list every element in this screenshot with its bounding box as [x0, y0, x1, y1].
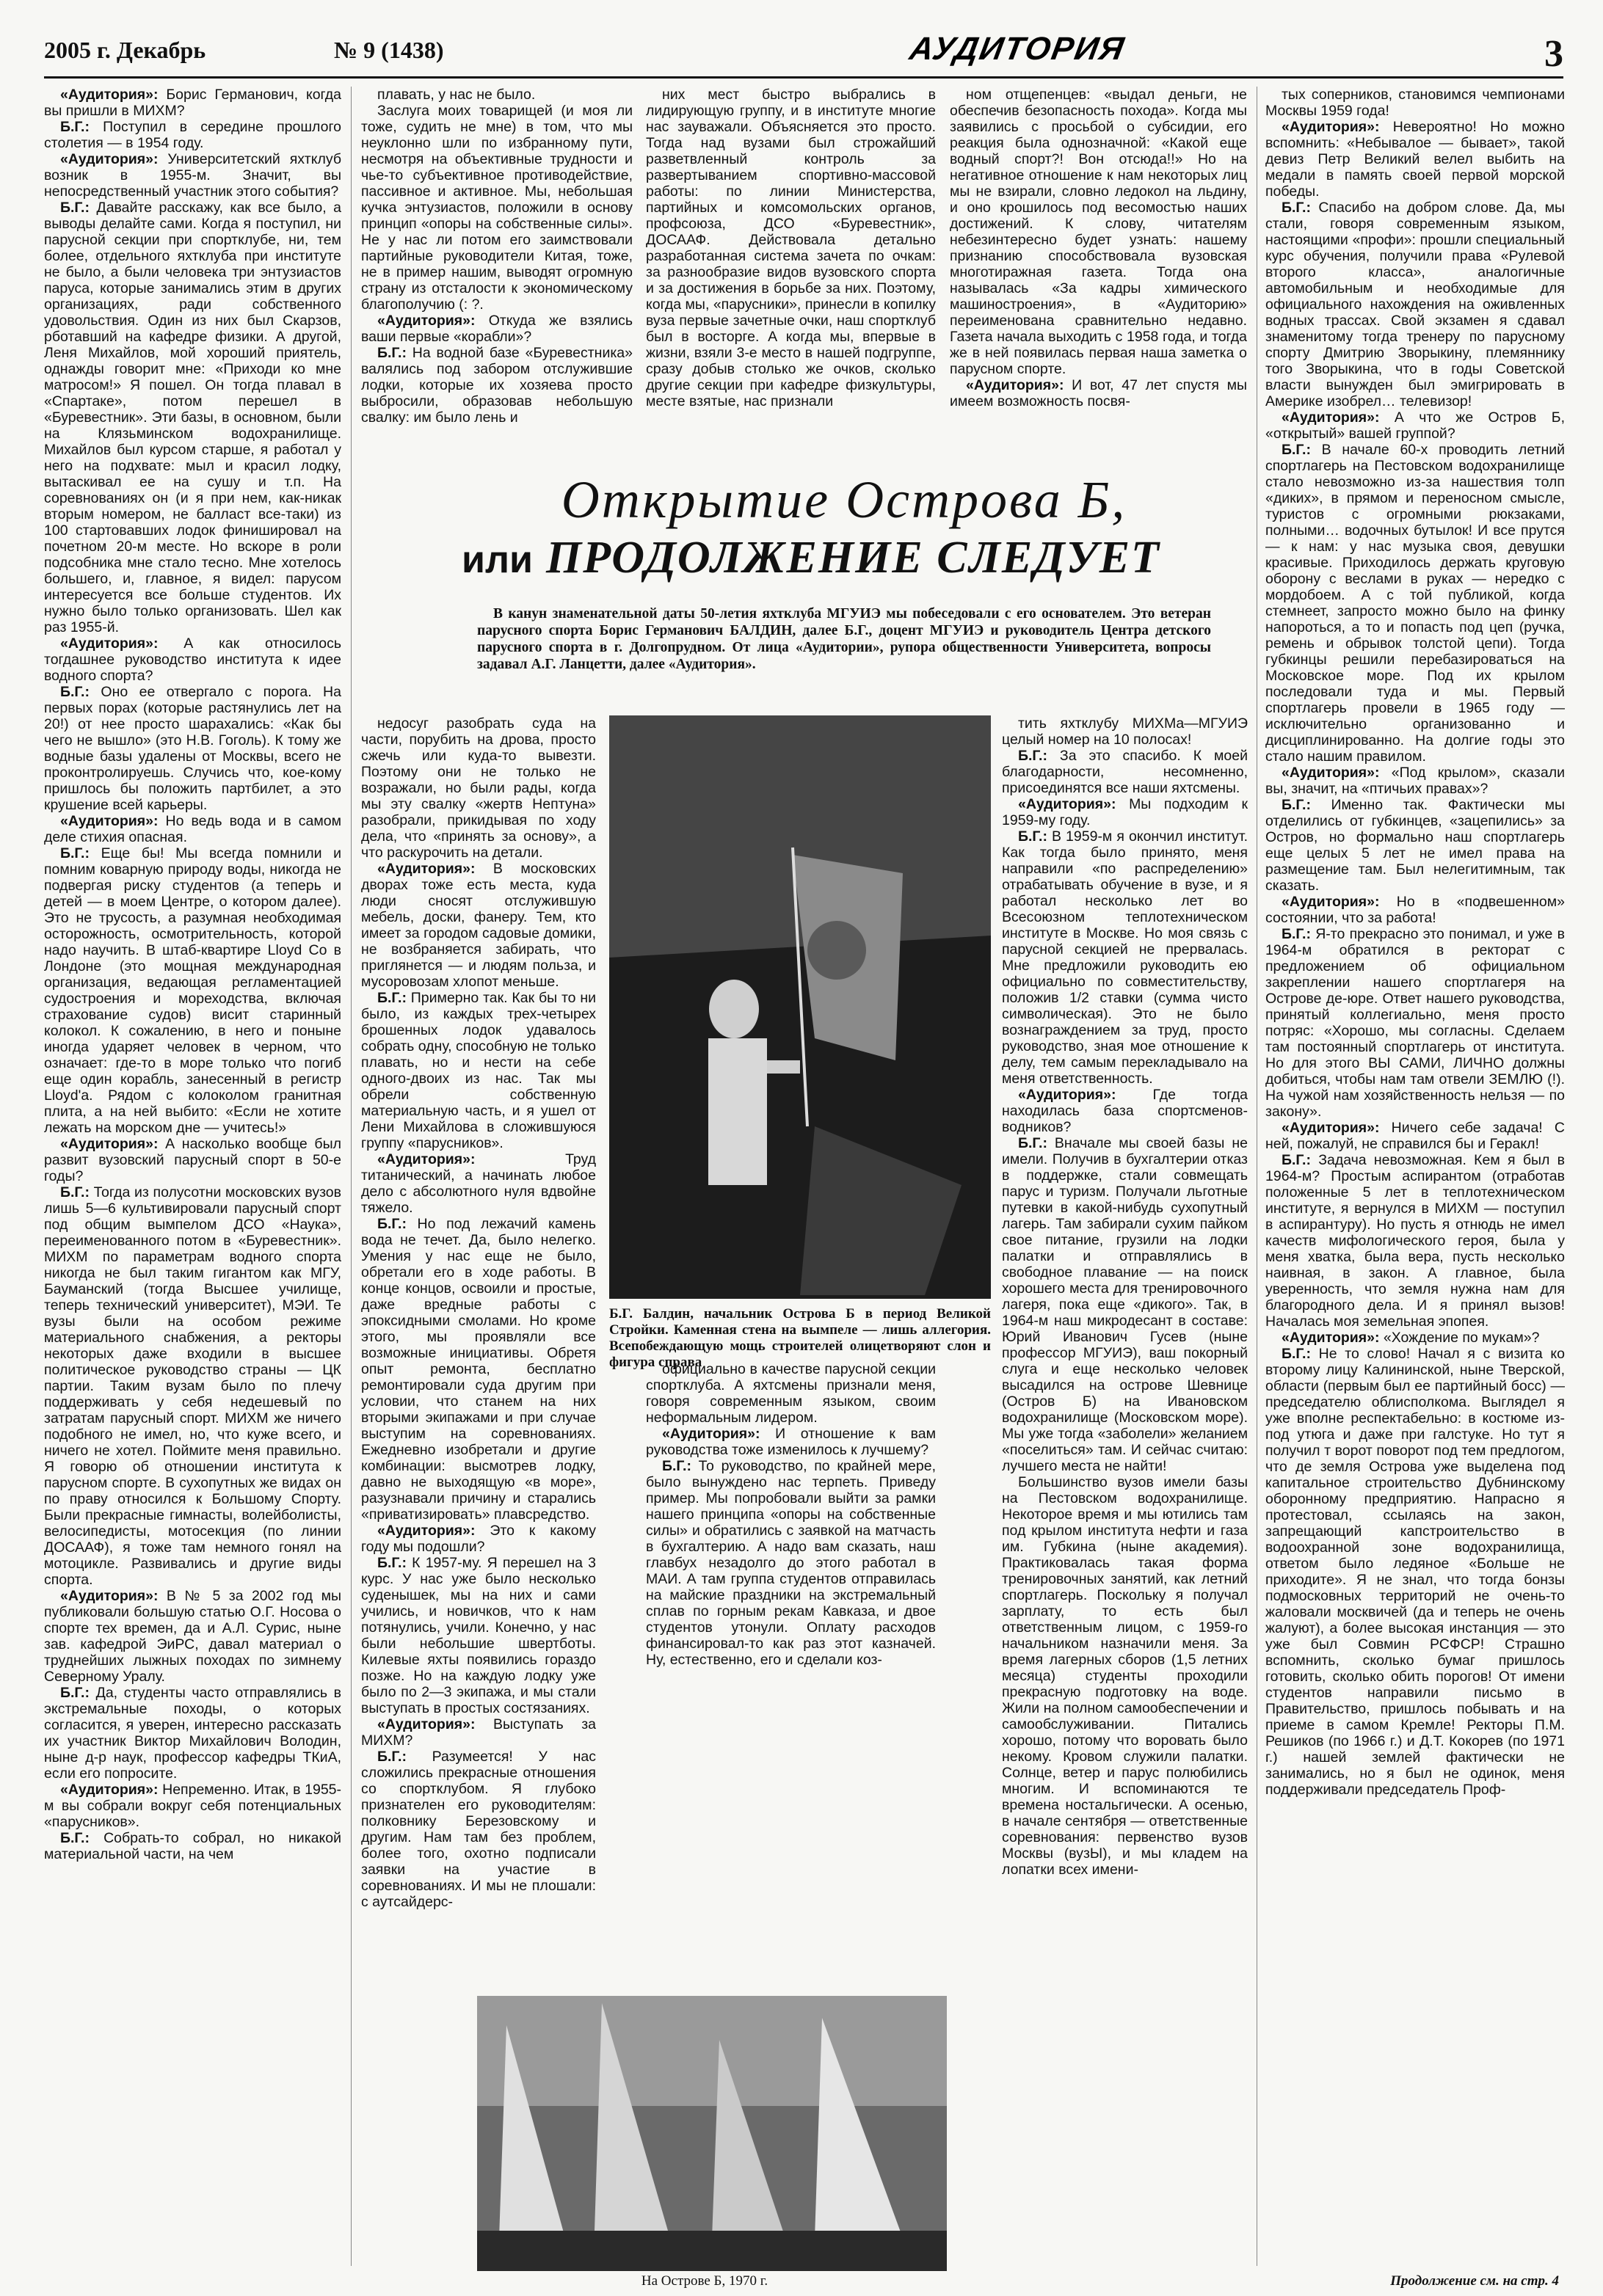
speaker-label: Б.Г.:	[377, 990, 407, 1006]
speaker-label: «Аудитория»:	[1282, 1120, 1380, 1136]
paragraph: Б.Г.: Не то слово! Начал я с визита ко второму лицу Калининской, ныне Тверской, области (первым был ее партийный босс) — председателю облисполкома. Выглядел я уже вполне респектабельно: в костюме из-под утюга и даже при галстуке. Но тут я получил т ворот поворот под тем предлогом, что де земля Острова уже выделена под капитальное строительство Дубнинскому оборонному предприятию. Напрасно я протестовал, ссылаясь на закон, запрещающий капстроительство в водоохранной зоне водохранилища, ответом было ледяное «Больше не приходите». Я не знал, что тогда бонзы подмосковных территорий не очень-то жаловали москвичей (да и теперь не очень жалуют), а более высокая инстанция — это уже был Совмин РСФСР! Страшно вспомнить, сколько бумаг пришлось готовить, сколько обить порогов! От имени студентов направили письмо в Правительство, пришлось побывать и на приеме в самом Кремле! Ректоры П.М. Решиков (по 1966 г.) и Д.Т. Кокорев (по 1971 г.) нашей землей фактически не занимались, но я был не одинок, меня поддерживали председатель Проф-	[1265, 1346, 1565, 1798]
article-column-3-top	[646, 87, 936, 453]
paragraph: «Аудитория»: Где тогда находилась база спортсменов-водников?	[1002, 1087, 1248, 1135]
paragraph: Б.Г.: Разумеется! У нас сложились прекрасные отношения со спортклубом. Я глубоко признателен его руководителям: полковнику Березовскому и другим. Нам там без проблем, более того, охотно подписали заявки на участие в соревнованиях. И мы не плошали: с аутсайдерс-	[361, 1749, 596, 1910]
paragraph: «Аудитория»: А насколько вообще был развит вузовский парусный спорт в 50-е годы?	[44, 1136, 341, 1184]
speaker-label: Б.Г.:	[60, 1184, 90, 1200]
speaker-label: Б.Г.:	[1282, 797, 1311, 813]
paragraph: плавать, у нас не было.	[377, 87, 536, 103]
paragraph: «Аудитория»: Непременно. Итак, в 1955-м вы собрали вокруг себя потенциальных «парусников».	[44, 1782, 341, 1830]
paragraph: Б.Г.: Поступил в середине прошлого столетия — в 1954 году.	[44, 119, 341, 151]
paragraph: Б.Г.: Да, студенты часто отправлялись в экстремальные походы, о которых согласится, я уверен, интересно рассказать их участник Виктор Михайлович Володин, ныне д-р наук, профессор кафедры ТКиА, если его попросите.	[44, 1685, 341, 1782]
page-header	[44, 31, 1563, 81]
paragraph: Б.Г.: Оно ее отвергало с порога. На первых порах (которые растянулись лет на 20!) от нее просто шарахались: «Как бы чего не вышло» (это Н.В. Гоголь). К тому же водные базы удалены от Москвы, всего не проконтролируешь. Случись что, кое-кому пришлось бы положить партбилет, а это крушение всей карьеры.	[44, 684, 341, 813]
speaker-label: «Аудитория»:	[1282, 1330, 1380, 1346]
paragraph: «Аудитория»: Но ведь вода и в самом деле стихия опасная.	[44, 813, 341, 845]
paragraph: «Аудитория»: «Под крылом», сказали вы, значит, на «птичьих правах»?	[1265, 765, 1565, 797]
issue-number: № 9 (1438)	[334, 37, 444, 63]
photo-island-1970	[477, 1996, 947, 2271]
paragraph: Б.Г.: То руководство, по крайней мере, было вынуждено нас терпеть. Приведу пример. Мы попробовали выйти за рамки нашего принципа «опоры на собственные силы» и обратились с заявкой на матчасть в бухгалтерию. А надо вам сказать, наш главбух незадолго до этого работал в МАИ. А там группа студентов отправилась на майские праздники на экстремальный сплав по горным рекам Кавказа, и двое студентов утонули. Оплату расходов финансировал-то как раз этот казначей. Ну, естественно, его и сделали коз-	[646, 1458, 936, 1668]
speaker-label: «Аудитория»:	[60, 1588, 159, 1604]
issue-date: 2005 г. Декабрь	[44, 37, 206, 63]
paragraph: Заслуга моих товарищей (и моя ли тоже, судить не мне) в том, что мы неуклонно шли по избранному пути, несмотря на объективные трудности и чье-то субъективное противодействие, пассивное и активное. Мы, небольшая кучка энтузиастов, положили в основу принцип «опоры на собственные силы». Не у нас ли потом его заимствовали партийные руководители Китая, тоже, не в пример нашим, выводят огромную страну из отсталости к экономическому благополучию (: ?.	[361, 103, 633, 313]
speaker-label: Б.Г.:	[60, 1830, 90, 1846]
paragraph: Б.Г.: Примерно так. Как бы то ни было, из каждых трех-четырех брошенных лодок удавалось собрать одну, способную не только плавать, но и нести на себе одного-двоих из нас. Так мы обрели собственную материальную часть, и я ушел от Лени Михайлова в сложившуюся группу «парусников».	[361, 990, 596, 1151]
photo-island-graphic	[477, 1996, 947, 2271]
speaker-label: «Аудитория»:	[1018, 1087, 1116, 1103]
headline-line-1: Открытие Острова Б,	[561, 470, 1127, 529]
paragraph: «Аудитория»: Университетский яхтклуб возник в 1955-м. Значит, вы непосредственный участник этого события?	[44, 151, 341, 200]
speaker-label: Б.Г.:	[377, 1749, 407, 1765]
paragraph: Б.Г.: В начале 60-х проводить летний спортлагерь на Пестовском водохранилище стало невозможно из-за нашествия толп «диких», в прямом и переносном смысле, туристов с огромными рюкзаками, полными… водочных бутылок! И все прутся — к нам: у нас музыка своя, девушки красивые. Приходилось держать круговую оборону с веслами в руках — нередко с мордобоем. А с той публикой, когда стемнеет, запросто можно было на финку напороться, а то и попасть под цеп (ручка, ремень и обрывок толстой цепи). Тогда губкинцы решили перебазироваться на Московское море. Под их крылом последовали туда и мы. Первый спортлагерь провели в 1965 году — исключительно организованно и дисциплинированно. На долгие годы это стало нашим правилом.	[1265, 442, 1565, 765]
paragraph: тых соперников, становимся чемпионами Москвы 1959 года!	[1265, 87, 1565, 119]
paragraph: «Аудитория»: В московских дворах тоже есть места, куда люди сносят отслужившую мебель, доски, фанеру. Тем, кто имеет за городом садовые домики, не возбраняется забирать, что приглянется — и людям польза, и мусоровозам хлопот меньше.	[361, 861, 596, 990]
speaker-label: «Аудитория»:	[1282, 119, 1380, 135]
paragraph: Б.Г.: К 1957-му. Я перешел на 3 курс. У нас уже было несколько суденышек, мы на них и сами учились, и новичков, что к нам потянулись, учили. Конечно, у нас были небольшие швертботы. Килевые яхты появились гораздо позже. Но на каждую лодку уже было по 2—3 экипажа, и мы стали выступать в простых состязаниях.	[361, 1555, 596, 1716]
paragraph: недосуг разобрать суда на части, порубить на дрова, просто сжечь или куда-то вывезти. Поэтому они не только не возражали, но были рады, когда мы эту свалку «жертв Нептуна» разобрали, прикидывая по ходу дела, что «принять за основу», а что раскурочить на детали.	[361, 715, 596, 861]
photo-caption-1: Б.Г. Балдин, начальник Острова Б в период Великой Стройки. Каменная стена на вымпеле — лишь аллегория. Всепобеждающую мощь строителей олицетворяют слон и фигура справа	[609, 1306, 991, 1370]
speaker-label: «Аудитория»:	[662, 1426, 760, 1442]
paragraph: ном отщепенцев: «выдал деньги, не обеспечив безопасность похода». Когда мы заявились с просьбой о субсидии, его реакция была однозначной: «Какой еще водный спорт?! Вон отсюда!!» Но на негативное отношение к нам некоторых лиц мы не взирали, словно ледокол на льдину, и оно крошилось под весомостью наших достижений. К слову, читателям небезинтересно будет узнать: нашему признанию способствовала вузовская многотиражная газета. Тогда она называлась «За кадры химического машиностроения», в «Аудиторию» переименована сравнительно недавно. Газета начала выходить с 1958 года, и тогда же в ней появилась первая наша заметка о парусном спорте.	[950, 87, 1247, 377]
speaker-label: «Аудитория»:	[60, 813, 159, 829]
article-column-5	[1265, 87, 1565, 2266]
speaker-label: «Аудитория»:	[60, 87, 159, 103]
paragraph: Б.Г.: В 1959-м я окончил институт. Как тогда было принято, меня направили «по распределению» отрабатывать обучение в вузе, и я работал несколько лет во Всесоюзном теплотехническом институте в Москве. Но моя связь с парусной секцией не прервалась. Мне предложили руководить ею официально по совместительству, положив 1/2 ставки (сумма чисто символическая). Это не было вознаграждением за труд, просто руководство, зная мое отношение к делу, тем самым перекладывало на меня ответственность.	[1002, 828, 1248, 1087]
speaker-label: «Аудитория»:	[1282, 765, 1380, 781]
speaker-label: Б.Г.:	[1282, 442, 1311, 458]
speaker-label: Б.Г.:	[377, 1216, 407, 1232]
speaker-label: Б.Г.:	[60, 1685, 90, 1701]
speaker-label: «Аудитория»:	[1282, 409, 1380, 426]
headline-connector: или	[462, 539, 534, 581]
paragraph: «Аудитория»: Но в «подвешенном» состоянии, что за работа!	[1265, 894, 1565, 926]
speaker-label: «Аудитория»:	[966, 377, 1064, 393]
paragraph: «Аудитория»: Это к какому году мы подошли?	[361, 1523, 596, 1555]
paragraph: официально в качестве парусной секции спортклуба. А яхтсмены признали меня, говоря современным языком, своим неформальным лидером.	[646, 1361, 936, 1426]
article-column-4-bottom	[1002, 715, 1248, 2271]
paragraph: Б.Г.: Задача невозможная. Кем я был в 1964-м? Простым аспирантом (отработав положенные 5 лет в теплотехническом институте, я вернулся в МИХМ — поступил в аспирантуру). Но пусть я отнюдь не имел качеств мифологического героя, была у меня хватка, была вера, пусть несколько наивная, в закон. А главное, была уверенность, что земля нужна нам для благородного дела. И я принял вызов! Началась моя земельная эпопея.	[1265, 1152, 1565, 1330]
speaker-label: «Аудитория»:	[60, 151, 159, 167]
paragraph: «Аудитория»: «Хождение по мукам»?	[1282, 1330, 1540, 1346]
article-column-3-bottom	[646, 1361, 936, 1992]
speaker-label: «Аудитория»:	[60, 1136, 159, 1152]
speaker-label: «Аудитория»:	[377, 1523, 476, 1539]
paragraph: Б.Г.: Еще бы! Мы всегда помнили и помним коварную природу воды, никогда не подвергая риску студентов (а теперь и детей — в моем Центре, о котором далее). Это не трусость, а разумная необходимая осторожность, осмотрительность, которой надо научить. В штаб-квартире Lloyd Co в Лондоне (это мощная международная организация, ведающая регламентацией судостроения и мореходства, включая страхование судов) висит старинный колокол. К сожалению, в него и поныне иногда ударяет человек в черном, что означает: где-то в море только что погиб еще один корабль, занесенный в регистр Lloyd'а. Рядом с колоколом гранитная плита, а на ней выбито: «Если не хотите лежать на морском дне — учитесь!»	[44, 845, 341, 1136]
headline-main: ПРОДОЛЖЕНИЕ СЛЕДУЕТ	[546, 533, 1160, 583]
speaker-label: Б.Г.:	[60, 119, 90, 135]
paragraph: «Аудитория»: Труд титанический, а начинать любое дело с абсолютного нуля вдвойне тяжело.	[361, 1151, 596, 1216]
lead-text: В канун знаменательной даты 50-летия яхтклуба МГУИЭ мы побеседовали с его основателем. Это ветеран парусного спорта Борис Германович БАЛДИН, далее Б.Г., доцент МГУИЭ и руководитель Центра детского парусного спорта в г. Долгопрудном. От лица «Аудитории», рупора общественности Университета, вопросы задавал А.Г. Ланцетти, далее «Аудитория».	[477, 606, 1211, 672]
speaker-label: Б.Г.:	[1282, 1152, 1311, 1168]
paragraph: «Аудитория»: И отношение к вам руководства тоже изменилось к лучшему?	[646, 1426, 936, 1458]
paragraph: Б.Г.: Собрать-то собрал, но никакой материальной части, на чем	[44, 1830, 341, 1862]
speaker-label: Б.Г.:	[377, 1555, 407, 1571]
paragraph: «Аудитория»: Выступать за МИХМ?	[361, 1716, 596, 1749]
headline-line-2	[396, 532, 1226, 584]
speaker-label: «Аудитория»:	[60, 635, 159, 652]
speaker-label: Б.Г.:	[60, 200, 90, 216]
paragraph: них мест быстро выбрались в лидирующую группу, и в институте многие нас зауважали. Объясняется это просто. Тогда над вузами был строжайший разветвленный контроль за развертыванием спортивно-массовой работы: по линии Министерства, партийных и комсомольских органов, профсоюза, ДСО «Буревестник», ДОСААФ. Действовала детально разработанная система зачета по очкам: за разнообразие видов вузовского спорта и за достижения в борьбе за них. Поэтому, когда мы, «парусники», принесли в копилку вуза первые зачетные очки, наш спортклуб был в восторге. А когда мы, впервые в жизни, взяли 3-е место в нашей подгруппе, сразу добыв столько же очков, сколько другие секции при кафедре физкультуры, месте взятые, нас признали	[646, 87, 936, 409]
speaker-label: Б.Г.:	[1282, 200, 1311, 216]
paragraph: Б.Г.: Давайте расскажу, как все было, а выводы делайте сами. Когда я поступил, ни парусной секции при спортклубе, ни, тем более, отдельного яхтклуба при институте не было, а были человека три энтузиастов паруса, которые занимались этим в других организациях, ради собственного удовольствия. Один из них был Скарзов, рботавший на кафедре физики. А другой, Леня Михайлов, мой хороший приятель, однажды говорит мне: «Приходи ко мне матросом!» Я пошел. Он тогда плавал в «Спартаке», потом перешел в «Буревестник». Эти базы, в основном, были на Клязьминском водохранилище. Михайлов был курсом старше, я работал у него на подхвате: мыл и красил лодку, вытаскивал ее на сушу и т.п. На соревнованиях он (и я при нем, как-никак вторым номером, не балласт все-таки) из 100 стартовавших лодок финишировал на почетном 20-м месте. Но вскоре в роли подсобника мне стало тесно. Мне хотелось большего, и, главное, я видел: парусом интересуется все больше студентов. Их нужно было только организовать. Шел как раз 1955-й.	[44, 200, 341, 635]
speaker-label: Б.Г.:	[60, 845, 90, 861]
article-column-4-top	[950, 87, 1247, 453]
paragraph: Б.Г.: На водной базе «Буревестника» валялись под забором отслужившие лодки, которые их хозяева просто выбросили, образовав небольшую свалку: им было лень и	[361, 345, 633, 426]
paragraph: Б.Г.: Именно так. Фактически мы отделились от губкинцев, «зацепились» за Остров, но формально наш спортлагерь еще целых 5 лет не имел права на размещение там. Был нелегитимным, так сказать.	[1265, 797, 1565, 894]
paragraph: Б.Г.: Вначале мы своей базы не имели. Получив в бухгалтерии отказ в поддержке, стали совмещать парус и туризм. Получали льготные путевки в какой-нибудь сухопутный лагерь. Там забирали сухим пайком свое питание, грузили на лодки палатки и отправлялись в свободное плавание — на поиск хорошего места для тренировочного лагеря, пока еще «дикого». Так, в 1964-м наш микродесант в составе: Юрий Иванович Гусев (ныне профессор МГУИЭ), ваш покорный слуга и еще несколько человек высадился на острове Шевнице (Остров Б) на Ивановском водохранилище (Московском море). Мы уже тогда «заболели» желанием «поселиться» там. И сейчас считаю: лучшего места не найти!	[1002, 1135, 1248, 1474]
paragraph: «Аудитория»: Борис Германович, когда вы пришли в МИХМ?	[44, 87, 341, 119]
paragraph: «Аудитория»: А что же Остров Б, «открытый» вашей группой?	[1265, 409, 1565, 442]
paragraph: «Аудитория»: Ничего себе задача! С ней, пожалуй, не справился бы и Геракл!	[1265, 1120, 1565, 1152]
page-number: 3	[1544, 33, 1563, 75]
paragraph: «Аудитория»: В № 5 за 2002 год мы публиковали большую статью О.Г. Носова о спорте тех времен, да и А.Л. Сурис, ныне зав. кафедрой ЭиРС, давал материал о труднейших лыжных походах по зимнему Северному Уралу.	[44, 1588, 341, 1685]
speaker-label: «Аудитория»:	[377, 861, 476, 877]
article-column-2-top	[361, 87, 633, 453]
speaker-label: Б.Г.:	[1282, 1346, 1311, 1362]
newspaper-logo: АУДИТОРИЯ	[906, 31, 1128, 67]
header-rule	[44, 76, 1563, 79]
speaker-label: «Аудитория»:	[60, 1782, 159, 1798]
speaker-label: «Аудитория»:	[377, 1716, 476, 1732]
column-divider	[351, 87, 352, 2266]
speaker-label: Б.Г.:	[377, 345, 407, 361]
paragraph: Большинство вузов имели базы на Пестовском водохранилище. Некоторое время и мы ютились там под крылом института нефти и газа им. Губкина (ныне академия). Практиковалась такая форма тренировочных занятий, как летний спортлагерь. Поскольку я получал зарплату, то есть был ответственным лицом, с 1959-го начальником назначили меня. За время лагерных сборов (1,5 летних месяца) студенты проходили прекрасную подготовку на воде. Жили на полном самообеспечении и самообслуживании. Питались хорошо, потому что воровать было некому. Кровом служили палатки. Солнце, ветер и парус полюбились многим. И вспоминаются те времена ностальгически. А осенью, в начале сентября — ответственные соревнования: первенство вузов Москвы (вузЫ), и мы кладем на лопатки всех имени-	[1002, 1474, 1248, 1878]
speaker-label: «Аудитория»:	[377, 313, 476, 329]
paragraph: «Аудитория»: А как относилось тогдашнее руководство института к идее водного спорта?	[44, 635, 341, 684]
photo-baldin-graphic	[609, 715, 991, 1299]
paragraph: Б.Г.: Спасибо на добром слове. Да, мы стали, говоря современным языком, настоящими «профи»: прошли специальный курс обучения, получили права «Рулевой второго класса», аналогичные автомобильным и необходимые для официального нахождения на оживленных водных трассах. Свой экзамен я сдавал знаменитому тогда тренеру по парусному спорту Дмитрию Зворыкину, племяннику того Зворыкина, что в годы Советской власти вынужден был эмигрировать в Америке изобрел… телевизор!	[1265, 200, 1565, 409]
paragraph: Б.Г.: Но под лежачий камень вода не течет. Да, было нелегко. Умения у нас еще не было, обретали его в ходе работы. В конце концов, освоили и простые, даже вредные работы с эпоксидными смолами. Но кроме этого, мы проявляли все возможные инициативы. Обретя опыт ремонта, бесплатно ремонтировали суда другим при условии, что станем на них вторыми экипажами и при случае выступим на соревнованиях. Ежедневно изобретали и другие комбинации: высмотрев лодку, давно не выходящую «в море», разузнавали причину и старались «приватизировать» плавсредство.	[361, 1216, 596, 1523]
speaker-label: Б.Г.:	[1018, 828, 1047, 845]
speaker-label: Б.Г.:	[662, 1458, 691, 1474]
paragraph: «Аудитория»: Откуда же взялись ваши первые «корабли»?	[361, 313, 633, 345]
paragraph: Б.Г.: За это спасибо. К моей благодарности, несомненно, присоединятся все наши яхтсмены.	[1002, 748, 1248, 796]
article-lead	[477, 605, 1211, 673]
paragraph: Б.Г.: Я-то прекрасно это понимал, и уже в 1964-м обратился в ректорат с предложением об официальном закреплении нашего спортлагеря на Острове де-юре. Ответ нашего руководства, принятый коллегиально, меня просто потряс: «Хорошо, мы согласны. Сделаем там постоянный спортлагерь от института. Но для этого ВЫ САМИ, ЛИЧНО должны добиться, чтобы нам там отвели ЗЕМЛЮ (!). На чужой нам хозяйственность нельзя — по закону».	[1265, 926, 1565, 1120]
speaker-label: Б.Г.:	[60, 684, 90, 700]
speaker-label: Б.Г.:	[1018, 1135, 1047, 1151]
photo-caption-2: На Острове Б, 1970 г.	[641, 2273, 768, 2289]
speaker-label: Б.Г.:	[1018, 748, 1047, 764]
paragraph: «Аудитория»: Невероятно! Но можно вспомнить: «Небывалое — бывает», такой девиз Петр Великий велел выбить на медали в память своей первой морской победы.	[1265, 119, 1565, 200]
paragraph: «Аудитория»: И вот, 47 лет спустя мы имеем возможность посвя-	[950, 377, 1247, 409]
continuation-note: Продолжение см. на стр. 4	[1390, 2273, 1559, 2289]
speaker-label: Б.Г.:	[1282, 926, 1311, 942]
paragraph: Б.Г.: Тогда из полусотни московских вузов лишь 5—6 культивировали парусный спорт под общим вымпелом ДСО «Наука», переименованного потом в «Буревестник». МИХМ по параметрам водного спорта никогда не был таким гигантом как МГУ, Бауманский (тогда Высшее училище, теперь технический университет), МЭИ. Те вузы были на особом режиме материального снабжения, а ректоры некоторых даже входили в высшее политическое руководство страны — ЦК партии. Таким вузам было по плечу поддерживать у себя недешевый по затратам парусный спорт. МИХМ же ничего подобного не имел, но, что куже всего, и ничего не хотел. Поймите меня правильно. Я говорю об отношении института к парусном спорте. В сухопутных же видах он по праву относился к Большому Спорту. Были прекрасные гимнасты, волейболисты, велосипедисты, мотосекция (по линии ДОСААФ), я тоже там немного гонял на мотоцикле. Развивались и другие виды спорта.	[44, 1184, 341, 1588]
article-column-1	[44, 87, 341, 2273]
speaker-label: «Аудитория»:	[1282, 894, 1380, 910]
photo-baldin-with-pennant	[609, 715, 991, 1299]
speaker-label: «Аудитория»:	[377, 1151, 476, 1167]
paragraph: «Аудитория»: Мы подходим к 1959-му году.	[1002, 796, 1248, 828]
paragraph: тить яхтклубу МИХМа—МГУИЭ целый номер на 10 полосах!	[1002, 715, 1248, 748]
speaker-label: «Аудитория»:	[1018, 796, 1116, 812]
